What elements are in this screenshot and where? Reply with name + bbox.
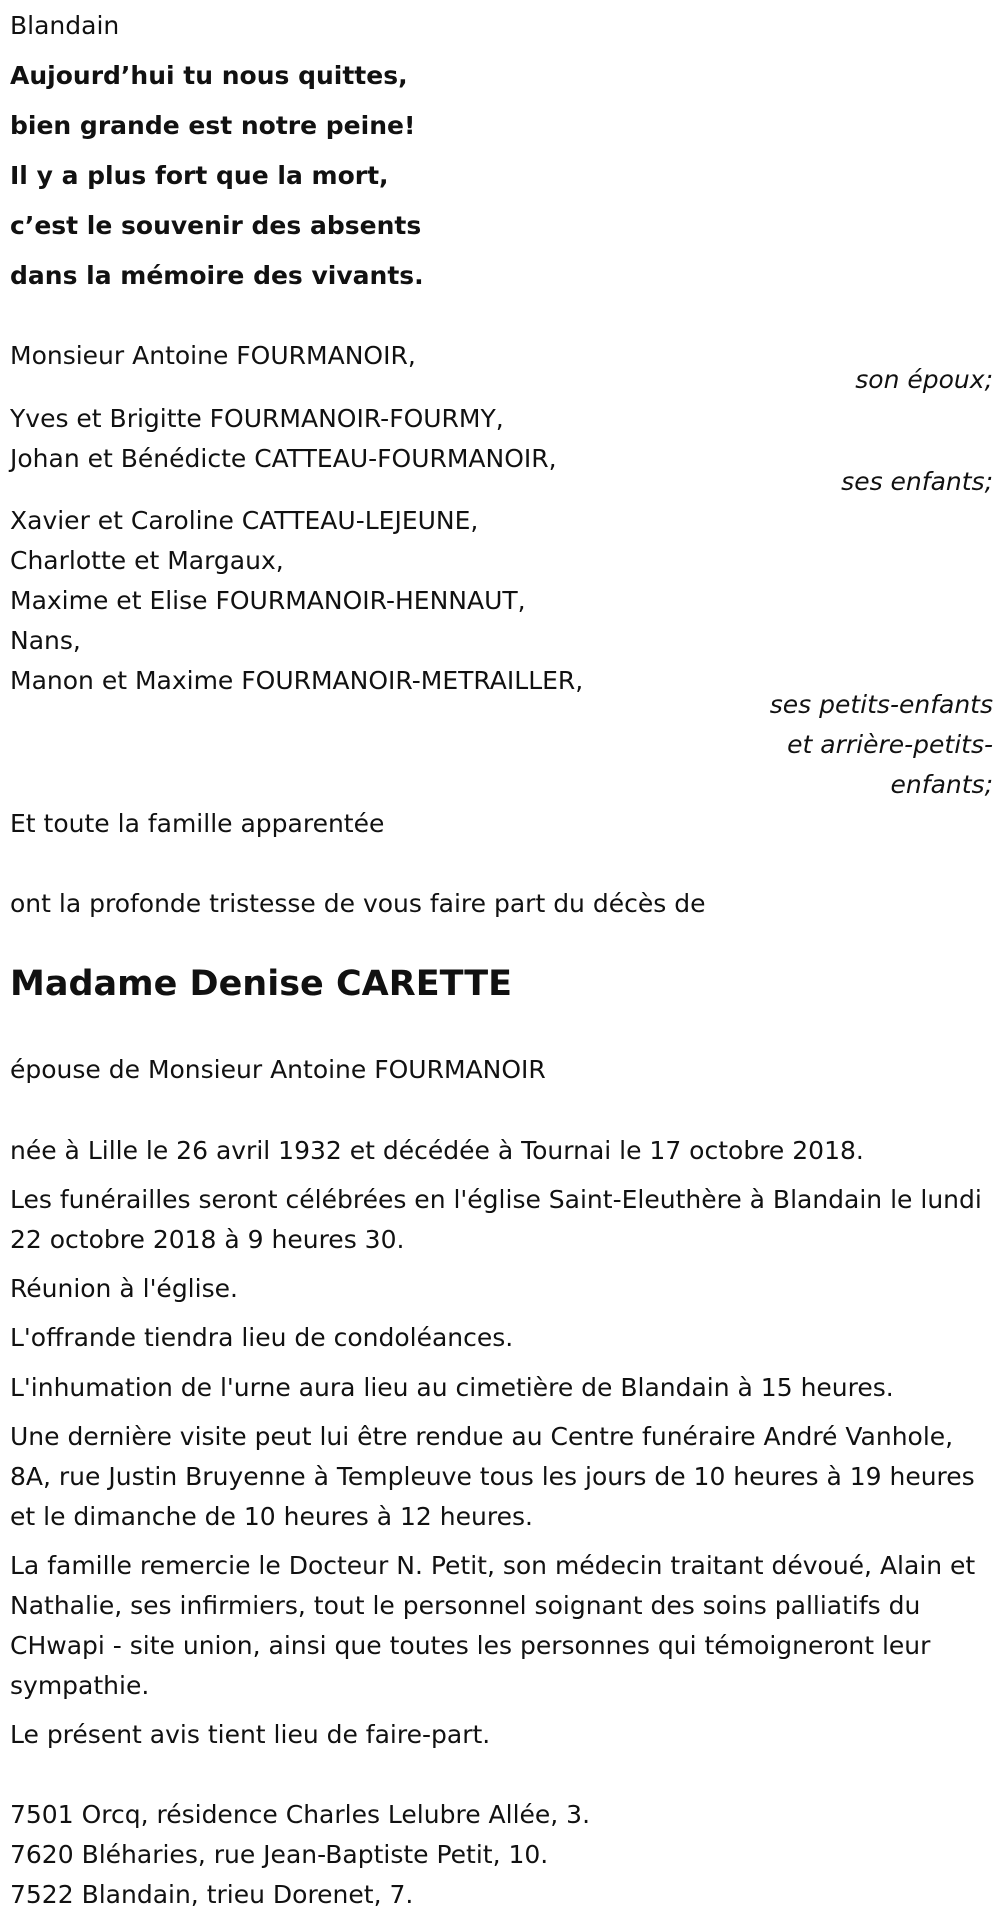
detail-paragraph: L'inhumation de l'urne aura lieu au cimetière de Blandain à 15 heures. <box>10 1373 894 1402</box>
grandchildren-role: ses petits-enfants <box>769 690 993 719</box>
deceased-spouse-of: épouse de Monsieur Antoine FOURMANOIR <box>10 1055 546 1084</box>
spouse-name: Monsieur Antoine FOURMANOIR, <box>10 341 416 370</box>
address-line: 7501 Orcq, résidence Charles Lelubre Allée, 3. <box>10 1800 591 1829</box>
location-header: Blandain <box>10 11 120 40</box>
detail-paragraph: Le présent avis tient lieu de faire-part. <box>10 1720 491 1749</box>
grandchild-name: Manon et Maxime FOURMANOIR-METRAILLER, <box>10 666 584 695</box>
address-line: 7620 Bléharies, rue Jean-Baptiste Petit, 10. <box>10 1840 549 1869</box>
detail-paragraph: Une dernière visite peut lui être rendue au Centre funéraire André Vanhole, 8A, rue Justin Bruyenne à Templeuve tous les jours de 10 heures à 19 heures et le dimanche de 10 heures à 12 heures. <box>10 1422 975 1531</box>
detail-paragraph: née à Lille le 26 avril 1932 et décédée à Tournai le 17 octobre 2018. <box>10 1136 864 1165</box>
extended-family: Et toute la famille apparentée <box>10 809 385 838</box>
deceased-name: Madame Denise CARETTE <box>10 964 513 1004</box>
poem-line: c’est le souvenir des absents <box>10 211 422 240</box>
grandchild-name: Maxime et Elise FOURMANOIR-HENNAUT, <box>10 586 526 615</box>
address-line: 7522 Blandain, trieu Dorenet, 7. <box>10 1880 414 1909</box>
poem-line: dans la mémoire des vivants. <box>10 261 424 290</box>
poem-line: Aujourd’hui tu nous quittes, <box>10 61 408 90</box>
detail-paragraph: Réunion à l'église. <box>10 1274 238 1303</box>
child-name: Yves et Brigitte FOURMANOIR-FOURMY, <box>10 404 504 433</box>
grandchild-name: Nans, <box>10 626 81 655</box>
grandchild-name: Charlotte et Margaux, <box>10 546 284 575</box>
detail-paragraph: La famille remercie le Docteur N. Petit, son médecin traitant dévoué, Alain et Nathalie, ses infirmiers, tout le personnel soignant des soins palliatifs du CHwapi - site union, ainsi que toutes les personnes qui témoigneront leur sympathie. <box>10 1551 976 1700</box>
children-role: ses enfants; <box>841 467 993 496</box>
announcement-text: ont la profonde tristesse de vous faire part du décès de <box>10 889 706 918</box>
detail-paragraph: Les funérailles seront célébrées en l'église Saint-Eleuthère à Blandain le lundi 22 octobre 2018 à 9 heures 30. <box>10 1185 982 1254</box>
grandchildren-role: et arrière-petits- <box>787 730 993 759</box>
detail-paragraph: L'offrande tiendra lieu de condoléances. <box>10 1323 514 1352</box>
grandchild-name: Xavier et Caroline CATTEAU-LEJEUNE, <box>10 506 479 535</box>
child-name: Johan et Bénédicte CATTEAU-FOURMANOIR, <box>10 444 557 473</box>
grandchildren-role: enfants; <box>890 770 993 799</box>
poem-line: bien grande est notre peine! <box>10 111 416 140</box>
poem-line: Il y a plus fort que la mort, <box>10 161 389 190</box>
spouse-role: son époux; <box>855 365 993 394</box>
